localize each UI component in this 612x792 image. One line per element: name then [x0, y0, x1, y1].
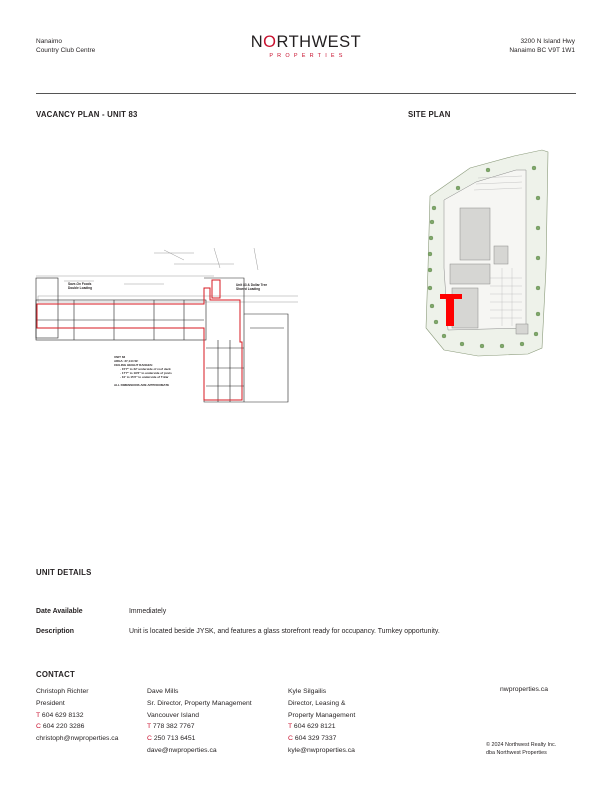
header-divider: [36, 93, 576, 94]
contact-christoph: [36, 686, 118, 745]
logo-wordmark: NORTHWEST: [250, 33, 362, 51]
contact-title-line2: Property Management: [288, 711, 356, 719]
contact-dave: [147, 686, 252, 757]
plan-label-save-on-loading: Double Loading: [68, 286, 93, 290]
contact-title-line2: Vancouver Island: [147, 711, 200, 719]
plan-note-tbar: - 10' to 15'2" to underside of T-Bar: [120, 375, 169, 379]
description-label: Description: [36, 628, 74, 635]
contact-title: Director, Leasing &: [288, 699, 346, 707]
contact-phone[interactable]: T 604 629 8132: [36, 711, 84, 719]
plan-note-deck: - 15'7" to 22' underside of roof deck: [120, 367, 171, 371]
description-value: Unit is located beside JYSK, and features a glass storefront ready for occupancy. Turnkey opportunity.: [129, 628, 440, 635]
contact-phone[interactable]: T 778 382 7767: [147, 723, 195, 731]
contact-name: Christoph Richter: [36, 688, 89, 695]
website-link[interactable]: nwproperties.ca: [500, 686, 548, 693]
contact-email[interactable]: dave@nwproperties.ca: [147, 746, 217, 754]
vacancy-floor-plan: [34, 248, 298, 408]
address-city: Nanaimo BC V9T 1W1: [509, 47, 575, 54]
date-available-value: Immediately: [129, 608, 167, 615]
contact-title: Sr. Director, Property Management: [147, 699, 252, 707]
copyright-line1: © 2024 Northwest Realty Inc.: [486, 742, 557, 748]
plan-note-area: AREA: 37,144 SF: [114, 359, 139, 363]
vacancy-plan-title: VACANCY PLAN - UNIT 83: [36, 110, 138, 119]
plan-note-joists: - 17'7" to 19'6" to underside of joists: [120, 371, 172, 375]
contact-title: CONTACT: [36, 670, 75, 679]
property-centre: Country Club Centre: [36, 47, 96, 54]
contact-name: Dave Mills: [147, 688, 179, 695]
property-city: Nanaimo: [36, 38, 63, 45]
address-street: 3200 N Island Hwy: [520, 38, 575, 45]
plan-label-save-on: Save-On Foods: [68, 282, 92, 286]
site-plan-title: SITE PLAN: [408, 110, 451, 119]
property-name: [36, 37, 95, 55]
property-address: [509, 37, 575, 55]
contact-email[interactable]: christoph@nwproperties.ca: [36, 735, 119, 743]
plan-note-unit: UNIT 83: [114, 355, 126, 359]
contact-kyle: [288, 686, 355, 757]
logo-subtitle: PROPERTIES: [269, 53, 347, 59]
contact-phone[interactable]: T 604 629 8121: [288, 723, 336, 731]
copyright-line2: dba Northwest Properties: [486, 750, 547, 756]
plan-note-approx: ALL DIMENSIONS ARE APPROXIMATE: [114, 383, 170, 387]
site-plan-map: [418, 148, 568, 360]
contact-email[interactable]: kyle@nwproperties.ca: [288, 746, 355, 754]
northwest-logo: [246, 33, 366, 59]
plan-note-ceiling: CEILING HEIGHT RANGES:: [114, 363, 154, 367]
contact-name: Kyle Silgailis: [288, 688, 327, 695]
contact-cell[interactable]: C 604 220 3286: [36, 723, 85, 731]
contact-title: President: [36, 699, 65, 707]
date-available-label: Date Available: [36, 608, 83, 615]
contact-cell[interactable]: C 250 713 6451: [147, 735, 196, 743]
unit-details-title: UNIT DETAILS: [36, 568, 92, 577]
plan-label-unit-dock: Unit 83 & Dollar Tree: [236, 283, 268, 287]
copyright: [486, 741, 556, 757]
contact-cell[interactable]: C 604 329 7337: [288, 735, 337, 743]
plan-label-unit-dock-loading: Shared Loading: [236, 287, 261, 291]
